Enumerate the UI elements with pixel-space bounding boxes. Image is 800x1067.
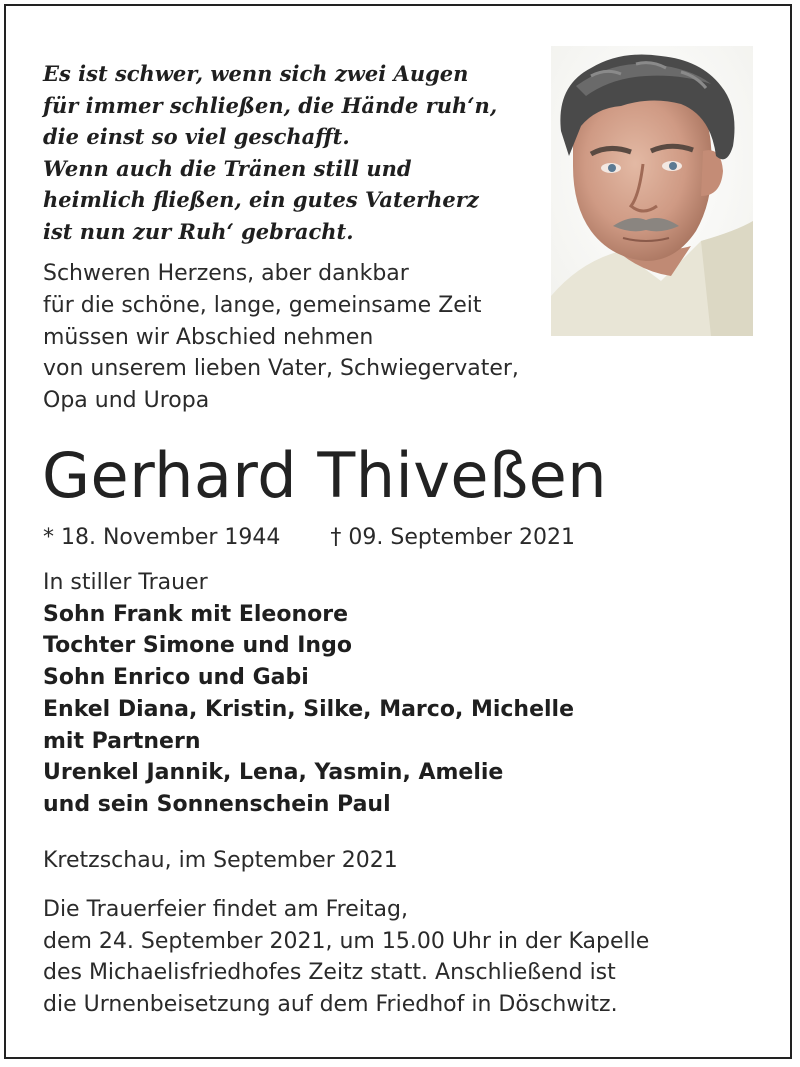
- intro-text: [43, 258, 603, 417]
- funeral-line: die Urnenbeisetzung auf dem Friedhof in Döschwitz.: [43, 991, 618, 1017]
- mourner-line: Urenkel Jannik, Lena, Yasmin, Amelie: [43, 760, 504, 786]
- funeral-info: [43, 894, 649, 1020]
- funeral-line: Die Trauerfeier findet am Freitag,: [43, 897, 408, 922]
- poem-line: die einst so viel geschafft.: [43, 124, 350, 150]
- mourner-line: Sohn Enrico und Gabi: [43, 665, 309, 691]
- poem-line: Wenn auch die Tränen still und: [43, 155, 412, 181]
- intro-line: Opa und Uropa: [43, 388, 210, 414]
- mourner-line: und sein Sonnenschein Paul: [43, 791, 391, 817]
- intro-line: für die schöne, lange, gemeinsame Zeit: [43, 292, 482, 318]
- life-dates: [43, 522, 575, 554]
- intro-line: Schweren Herzens, aber dankbar: [43, 261, 409, 286]
- intro-line: von unserem lieben Vater, Schwiegervater,: [43, 356, 519, 382]
- birth-date: * 18. November 1944: [43, 525, 281, 550]
- mourners: [43, 567, 574, 821]
- mourner-line: Tochter Simone und Ingo: [43, 633, 352, 659]
- mourners-lead: In stiller Trauer: [43, 570, 208, 595]
- poem-line: ist nun zur Ruh‘ gebracht.: [43, 218, 354, 244]
- poem: [43, 58, 543, 248]
- place-date: Kretzschau, im September 2021: [43, 848, 398, 873]
- poem-line: für immer schließen, die Hände ruh‘n,: [43, 92, 498, 118]
- deceased-name: Gerhard Thiveßen: [42, 439, 608, 512]
- intro-line: müssen wir Abschied nehmen: [43, 324, 374, 350]
- mourner-line: Enkel Diana, Kristin, Silke, Marco, Michelle: [43, 696, 575, 722]
- death-date: † 09. September 2021: [330, 525, 575, 550]
- funeral-line: dem 24. September 2021, um 15.00 Uhr in der Kapelle: [43, 928, 650, 954]
- mourner-line: Sohn Frank mit Eleonore: [43, 601, 349, 627]
- poem-line: heimlich fließen, ein gutes Vaterherz: [43, 187, 479, 213]
- funeral-line: des Michaelisfriedhofes Zeitz statt. Anschließend ist: [43, 960, 616, 985]
- poem-line: Es ist schwer, wenn sich zwei Augen: [43, 61, 469, 86]
- mourner-line: mit Partnern: [43, 728, 201, 754]
